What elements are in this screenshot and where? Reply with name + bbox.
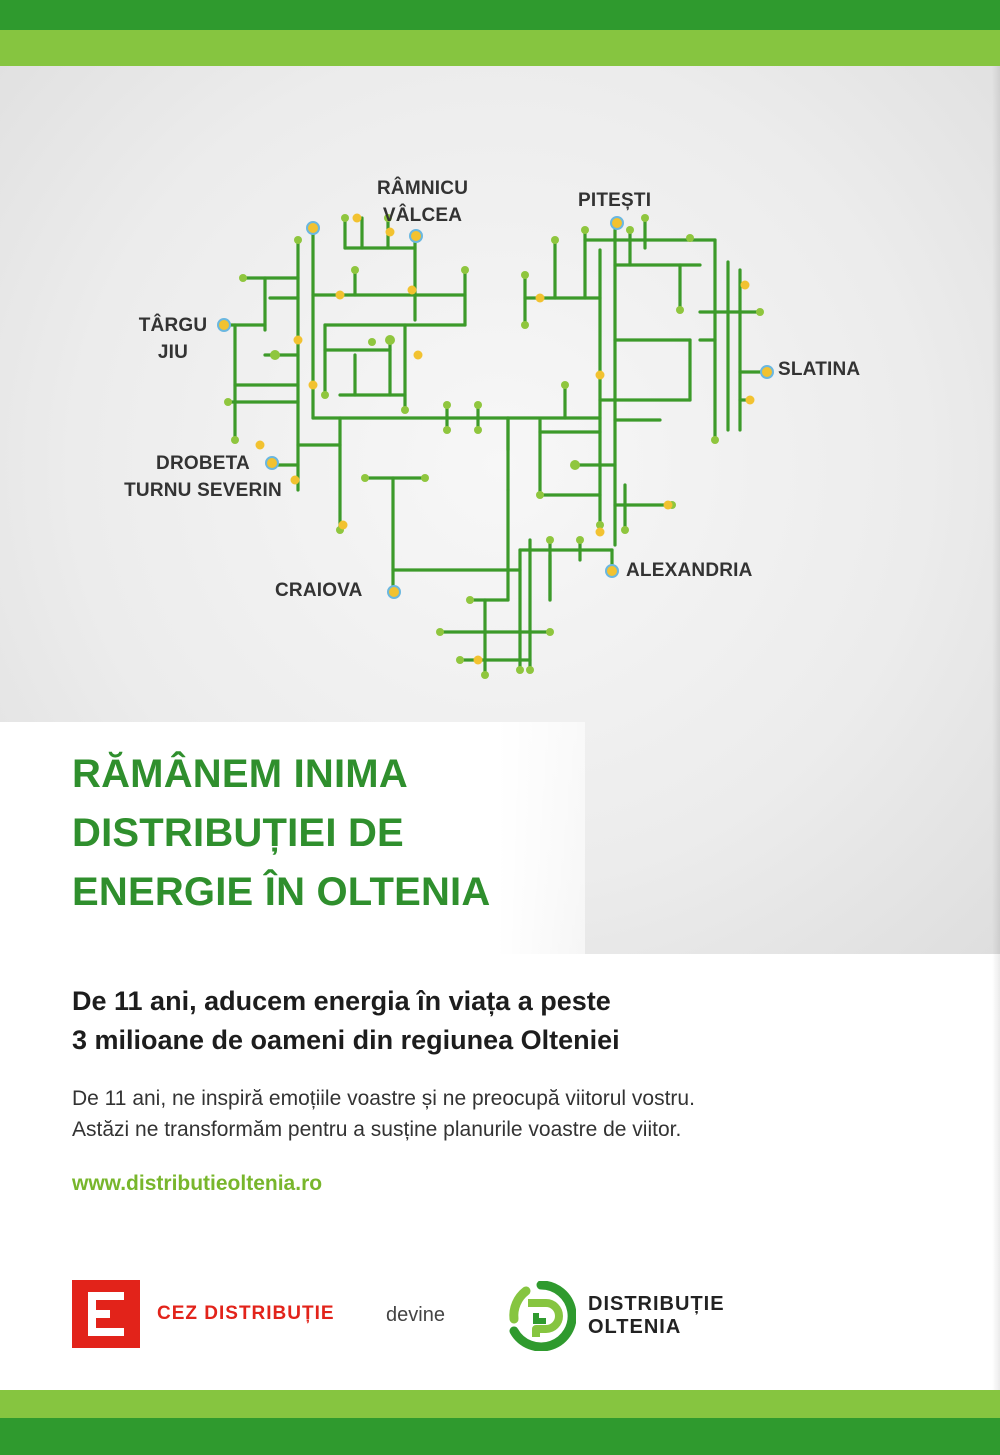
city-label-ramnicu-valcea: RÂMNICU VÂLCEA bbox=[377, 178, 469, 226]
city-label-alexandria: ALEXANDRIA bbox=[626, 560, 753, 581]
network-map bbox=[0, 66, 1000, 726]
distributie-oltenia-brand-name: DISTRIBUȚIE OLTENIA bbox=[588, 1293, 725, 1338]
cez-logo-icon bbox=[72, 1280, 140, 1348]
city-label-craiova: CRAIOVA bbox=[275, 580, 363, 601]
subheading: De 11 ani, aducem energia în viața a peste 3 milioane de oameni din regiunea Olteniei bbox=[72, 986, 620, 1055]
devine-text: devine bbox=[386, 1304, 445, 1326]
top-band-light bbox=[0, 30, 1000, 66]
cez-brand-name: CEZ DISTRIBUȚIE bbox=[157, 1303, 335, 1324]
city-label-drobeta-turnu-severin: DROBETA TURNU SEVERIN bbox=[124, 453, 282, 501]
bottom-band-dark bbox=[0, 1418, 1000, 1455]
headline-line: ENERGIE ÎN OLTENIA bbox=[72, 870, 491, 914]
distributie-oltenia-logo-icon bbox=[506, 1281, 576, 1351]
top-band-dark bbox=[0, 0, 1000, 30]
website-link[interactable]: www.distributieoltenia.ro bbox=[72, 1172, 323, 1195]
city-label-slatina: SLATINA bbox=[778, 359, 861, 380]
headline-line: DISTRIBUȚIEI DE bbox=[72, 811, 404, 855]
headline bbox=[72, 745, 592, 922]
headline-line: RĂMÂNEM INIMA bbox=[72, 752, 408, 796]
city-label-targu-jiu: TÂRGU JIU bbox=[138, 315, 208, 363]
city-label-pitesti: PITEȘTI bbox=[578, 190, 652, 211]
bottom-band-light bbox=[0, 1390, 1000, 1418]
body-paragraph: De 11 ani, ne inspiră emoțiile voastre și ne preocupă viitorul vostru. Astăzi ne transformăm pentru a susține planurile voastre de viitor. bbox=[72, 1087, 695, 1141]
